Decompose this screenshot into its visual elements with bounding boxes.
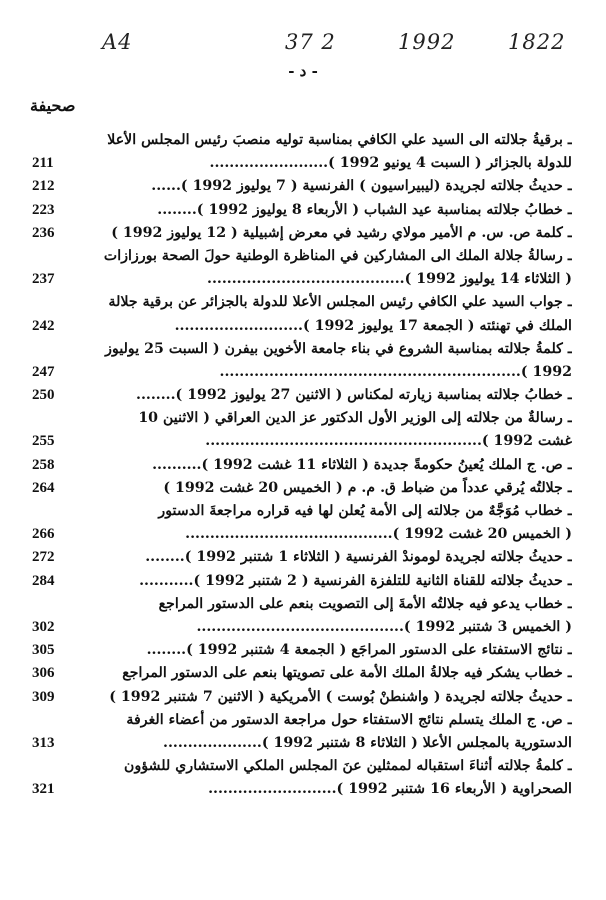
toc-entry-text: للدولة بالجزائر ( السبت 4 يونيو 1992 )........................ <box>209 155 572 172</box>
toc-page-number: 211 <box>32 155 54 172</box>
toc-page-number: 212 <box>32 178 55 195</box>
toc-line <box>32 384 572 407</box>
toc-entry-text: ـ رسالةُ جلالة الملك الى المشاركين في المناظرة الوطنية حولَ الصحة بورزازات <box>103 247 572 264</box>
toc-entry-text: الصحراوية ( الأربعاء 16 شتنبر 1992 ).......................... <box>208 781 572 798</box>
toc-entry-text: ـ خطاب يشكر فيه جلالةُ الملك الأمة على تصويتها بنعم على الدستور المراجع <box>122 665 572 682</box>
toc-page-number: 242 <box>32 317 55 334</box>
toc-line <box>32 546 572 569</box>
toc-page-number: 247 <box>32 363 55 380</box>
toc-entry-text: ـ رسالةٌ من جلالته إلى الوزير الأول الدكتور عز الدين العراقي ( الاثنين 10 <box>138 410 572 427</box>
toc-line <box>32 755 572 778</box>
toc-entry-text: ـ حديثُ جلالته لجريدة (ليبيراسيون ) الفرنسية ( 7 يوليوز 1992 )...... <box>151 178 572 195</box>
toc-page-number: 250 <box>32 387 55 404</box>
toc-entry-text: ـ خطاب يدعو فيه جلالتُه الأمةَ إلى التصويت بنعم على الدستور المراجع <box>158 595 572 612</box>
toc-line <box>32 593 572 616</box>
toc-entry-text: ـ خطابُ جلالته بمناسبة زيارته لمكناس ( الاثنين 27 يوليوز 1992 )........ <box>136 387 572 404</box>
toc-entry-text: الدستورية بالمجلس الأعلا ( الثلاثاء 8 شتنبر 1992 ).................... <box>163 734 572 751</box>
toc-entry-text: 1992 )............................................................. <box>219 363 572 380</box>
toc-entry-text: ـ نتائج الاستفتاء على الدستور المراجَع ( الجمعة 4 شتنبر 1992 )........ <box>146 642 572 659</box>
toc-line <box>32 291 572 314</box>
toc-page-number: 272 <box>32 549 55 566</box>
toc-line <box>32 315 572 338</box>
toc-entry-text: ـ كلمةُ جلالته أثناءَ استقباله لممثلين عنَ المجلس الملكي الاستشاري للشؤون <box>124 758 572 775</box>
toc-line <box>32 407 572 430</box>
toc-page-number: 236 <box>32 224 55 241</box>
toc-entry-text: ( الخميس 3 شتنبر 1992 ).......................................... <box>196 618 572 635</box>
toc-entry-text: ـ خطابُ جلالته بمناسبة عيد الشباب ( الأربعاء 8 يوليوز 1992 )........ <box>157 201 572 218</box>
toc-page-number: 305 <box>32 642 55 659</box>
toc-line <box>32 523 572 546</box>
column-heading: صحيفة <box>30 96 76 115</box>
toc-entry-text: ـ حديثُ جلالته لجريدة ( واشنطنْ بُوست ) الأمريكية ( الاثنين 7 شتنبر 1992 ) <box>109 688 572 705</box>
handwritten-note: 1992 <box>398 30 456 54</box>
toc-line <box>32 570 572 593</box>
toc-page-number: 306 <box>32 665 55 682</box>
handwritten-note: 1822 <box>508 30 566 54</box>
handwritten-note: 37 2 <box>285 30 336 54</box>
toc-line <box>32 639 572 662</box>
toc-entry-text: ـ حديثُ جلالته لجريدة لوموندْ الفرنسية ( الثلاثاء 1 شتنبر 1992 )........ <box>145 549 572 566</box>
toc-page-number: 266 <box>32 526 55 543</box>
toc-entry-text: ـ كلمةُ جلالته بمناسبة الشروع في بناء جامعة الأخوين بيفرن ( السبت 25 يوليوز <box>105 340 572 357</box>
toc-entry-text: ـ خطاب مُوَجَّهٌ من جلالته إلى الأمة يُعلن لها فيه قراره مراجعةَ الدستور <box>158 503 572 519</box>
toc-line <box>32 175 572 198</box>
toc-page-number: 309 <box>32 688 55 705</box>
toc-entry-text: ـ حديثُ جلالته للقناة الثانية للتلفزة الفرنسية ( 2 شتنبر 1992 )........... <box>139 572 572 589</box>
toc-entry-text: ( الخميس 20 غشت 1992 ).......................................... <box>185 526 572 543</box>
toc-line <box>32 500 572 523</box>
toc-page-number: 237 <box>32 271 55 288</box>
toc-page-number: 255 <box>32 433 55 450</box>
toc-page-number: 223 <box>32 201 55 218</box>
toc-line <box>32 662 572 685</box>
toc-page-number: 321 <box>32 781 55 798</box>
toc-line <box>32 152 572 175</box>
toc-entry-text: ـ ص. ج الملك يتسلم نتائج الاستفتاء حول مراجعة الدستور من أعضاء الغرفة <box>126 711 572 728</box>
toc-entry-text: ـ جواب السيد علي الكافي رئيس المجلس الأعلا للدولة بالجزائر عن برقية جلالة <box>108 294 572 311</box>
toc-page-number: 284 <box>32 572 55 589</box>
toc-entry-text: ـ جلالتُه يُرقي عدداً من ضباط ق. م. م ( الخميس 20 غشت 1992 ) <box>163 479 572 496</box>
toc-line <box>32 199 572 222</box>
toc-line <box>32 778 572 801</box>
toc-line <box>32 430 572 453</box>
toc-entry-text: ـ برقيةُ جلالته الى السيد علي الكافي بمناسبة توليه منصبَ رئيس المجلس الأعلا <box>107 132 572 148</box>
toc-entry-text: ـ ص. ج الملك يُعينُ حكومةً جديدة ( الثلاثاء 11 غشت 1992 ).......... <box>152 456 572 473</box>
toc-page-number: 258 <box>32 456 55 473</box>
toc-line <box>32 245 572 268</box>
toc-line <box>32 454 572 477</box>
toc-line <box>32 709 572 732</box>
page-number: - د - <box>288 62 318 80</box>
toc-line <box>32 686 572 709</box>
toc-entry-text: غشت 1992 )........................................................ <box>205 433 572 450</box>
toc-line <box>32 222 572 245</box>
toc-page-number: 313 <box>32 734 55 751</box>
toc-line <box>32 361 572 384</box>
toc-line <box>32 732 572 755</box>
toc-line <box>32 477 572 500</box>
toc-page-number: 302 <box>32 618 55 635</box>
toc-line <box>32 616 572 639</box>
toc-line <box>32 268 572 291</box>
table-of-contents <box>32 129 572 801</box>
toc-entry-text: ( الثلاثاء 14 يوليوز 1992 )........................................ <box>207 271 572 288</box>
toc-page-number: 264 <box>32 479 55 496</box>
handwritten-note: A4 <box>102 30 133 54</box>
toc-line <box>32 338 572 361</box>
toc-entry-text: ـ كلمة ص. س. م الأمير مولاي رشيد في معرض إشبيلية ( 12 يوليوز 1992 ) <box>111 224 572 241</box>
toc-line <box>32 129 572 152</box>
toc-entry-text: الملك في تهنئته ( الجمعة 17 يوليوز 1992 ).......................... <box>174 317 572 334</box>
